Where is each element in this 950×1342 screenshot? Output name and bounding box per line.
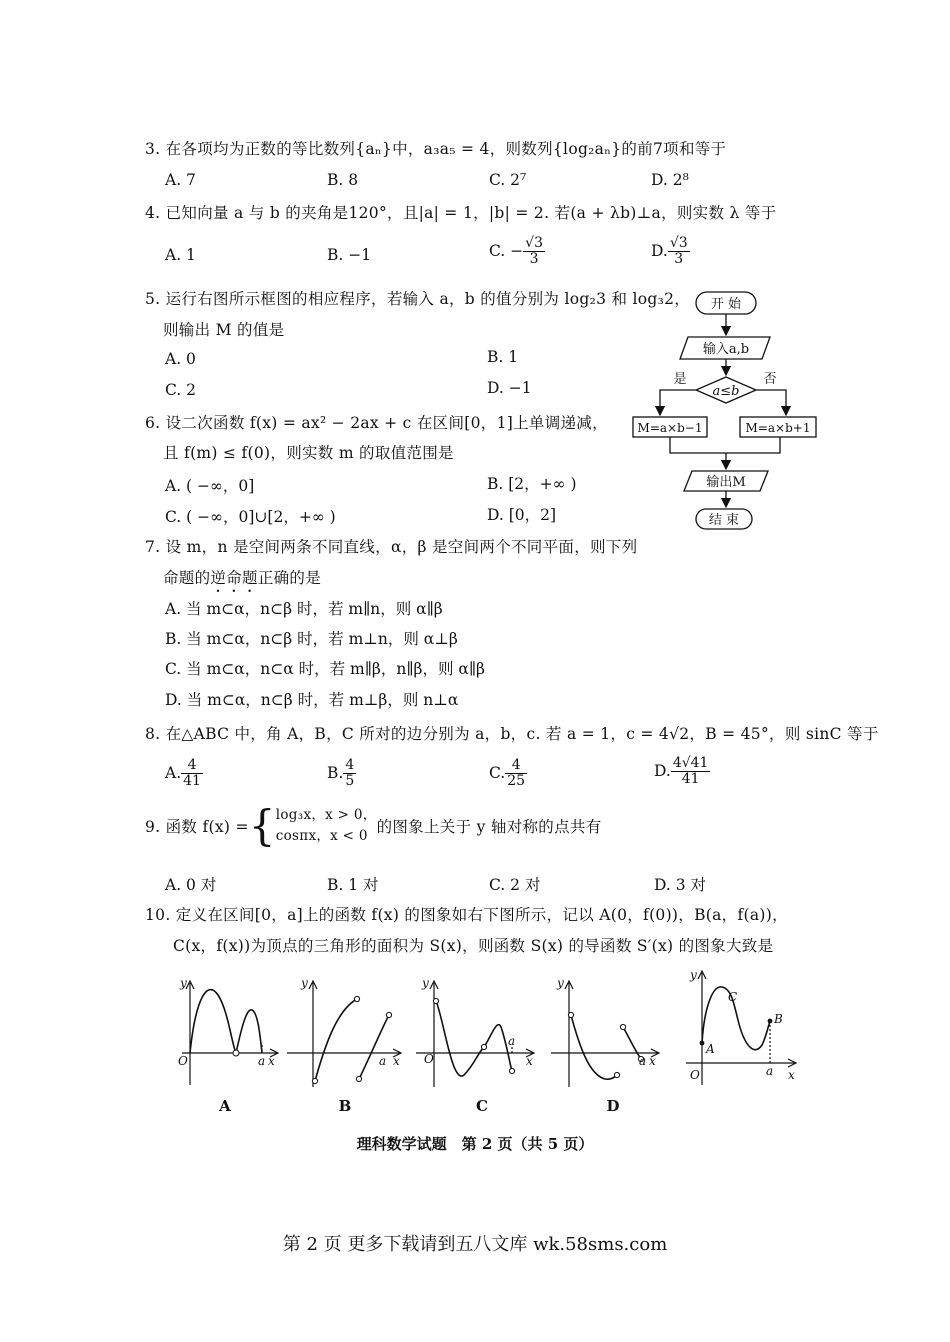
q5-stem-line2: 则输出 M 的值是 [163,321,285,339]
q4-option-c: C. − $\frac{√3}{3}$ [489,235,543,268]
q7-option-c: C. 当 m⊂α，n⊂α 时，若 m∥β，n∥β，则 α∥β [165,660,485,678]
graph-label-a: A [219,1097,231,1115]
svg-text:O: O [178,1054,188,1068]
graph-option-b [285,975,410,1095]
q10-stem-line1: 10. 定义在区间[0，a]上的函数 f(x) 的图象如右下图所示，记以 A(0，f(0))，B(a，f(a))， [145,906,788,924]
graph-label-c: C [476,1097,488,1115]
svg-text:y: y [301,976,308,990]
svg-text:a: a [258,1054,266,1068]
svg-text:B: B [774,1012,783,1026]
q3-option-a: A. 7 [165,171,196,189]
q7-option-d: D. 当 m⊂α，n⊂β 时，若 m⊥β，则 n⊥α [165,691,459,709]
graph-label-d: D [606,1097,620,1115]
flowchart-left-text: M=a×b−1 [637,421,703,435]
q6-stem-line2: 且 f(m) ≤ f(0)，则实数 m 的取值范围是 [163,444,454,462]
flowchart-start-text: 开 始 [710,297,742,312]
page-footer: 理科数学试题 第 2 页（共 5 页） [356,1135,594,1153]
q8-option-d: D. $\frac{4√41}{41}$ [654,755,709,788]
svg-text:x: x [393,1054,400,1068]
q6-option-c: C. ( −∞，0]∪[2，+∞ ) [165,508,336,526]
q3-stem: 3. 在各项均为正数的等比数列{aₙ}中，a₃a₅ = 4，则数列{log₂aₙ}的前7项和等于 [145,140,727,158]
flowchart-end-text: 结 束 [708,513,740,528]
svg-text:a: a [379,1054,387,1068]
flowchart-input-text: 输入a,b [702,342,750,357]
graph-option-d [545,975,665,1095]
q6-option-b: B. [2，+∞ ) [487,475,577,493]
q5-option-a: A. 0 [165,350,196,368]
q8-stem: 8. 在△ABC 中，角 A，B，C 所对的边分别为 a，b，c. 若 a = 1，c = 4√2，B = 45°，则 sinC 等于 [145,725,879,743]
q8-option-b: B. $\frac{4}{5}$ [327,757,355,790]
svg-text:x: x [788,1068,795,1082]
svg-text:y: y [690,968,697,982]
svg-text:O: O [690,1068,700,1082]
q8-option-c: C. $\frac{4}{25}$ [489,757,526,790]
q9-stem: 9. 函数 f(x) ={ log₃x，x > 0， cosπx，x < 0 的图象上关于 y 轴对称的点共有 [145,801,602,850]
graph-option-c [412,975,542,1095]
q3-option-d: D. 2⁸ [651,171,689,189]
svg-text:x: x [649,1054,656,1068]
flowchart-no-text: 否 [763,372,777,387]
flowchart-yes-text: 是 [673,372,687,387]
svg-text:O: O [424,1052,434,1066]
flowchart-condition-text: a≤b [712,384,740,399]
svg-text:y: y [557,976,564,990]
flowchart-right-text: M=a×b+1 [745,421,811,435]
q7-stem-line2: 命题的逆命题正确的是 [163,569,322,587]
q4-stem: 4. 已知向量 a 与 b 的夹角是120°，且|a| = 1，|b| = 2. 若(a + λb)⊥a，则实数 λ 等于 [145,204,777,222]
q9-option-a: A. 0 对 [165,876,217,894]
q3-option-c: C. 2⁷ [489,171,527,189]
q6-option-a: A. ( −∞，0] [165,477,255,495]
q4-option-d: D. $\frac{√3}{3}$ [651,235,688,268]
svg-text:y: y [422,976,429,990]
graph-reference-fx [672,965,802,1090]
q8-option-a: A. $\frac{4}{41}$ [165,757,201,790]
q6-stem-line1: 6. 设二次函数 f(x) = ax² − 2ax + c 在区间[0，1]上单调递减， [145,414,608,432]
q4-option-a: A. 1 [165,246,196,264]
svg-text:x: x [268,1054,275,1068]
download-note: 第 2 页 更多下载请到五八文库 wk.58sms.com [282,1234,668,1255]
q6-option-d: D. [0，2] [487,506,557,524]
q9-option-b: B. 1 对 [327,876,379,894]
q9-option-c: C. 2 对 [489,876,541,894]
q5-option-d: D. −1 [487,379,532,397]
graph-label-b: B [338,1097,352,1115]
svg-text:C: C [728,990,738,1004]
q7-stem-line1: 7. 设 m，n 是空间两条不同直线，α，β 是空间两个不同平面，则下列 [145,538,638,556]
svg-text:y: y [180,976,187,990]
q7-option-a: A. 当 m⊂α，n⊂β 时，若 m∥n，则 α∥β [165,600,443,618]
svg-text:a: a [766,1064,774,1078]
svg-text:a: a [639,1054,647,1068]
program-flowchart [630,285,820,535]
q9-option-d: D. 3 对 [654,876,707,894]
svg-text:A: A [706,1042,715,1056]
q5-option-c: C. 2 [165,381,197,399]
graph-option-a [170,975,285,1095]
q5-option-b: B. 1 [487,348,519,366]
flowchart-output-text: 输出M [706,475,746,490]
q4-option-b: B. −1 [327,246,372,264]
q10-stem-line2: C(x，f(x))为顶点的三角形的面积为 S(x)，则函数 S(x) 的导函数 S′(x) 的图象大致是 [173,937,774,955]
q5-stem-line1: 5. 运行右图所示框图的相应程序，若输入 a，b 的值分别为 log₂3 和 log₃2， [145,290,691,308]
svg-text:a: a [508,1034,516,1048]
q7-option-b: B. 当 m⊂α，n⊂β 时，若 m⊥n，则 α⊥β [165,630,458,648]
svg-text:x: x [526,1054,533,1068]
q3-option-b: B. 8 [327,171,359,189]
